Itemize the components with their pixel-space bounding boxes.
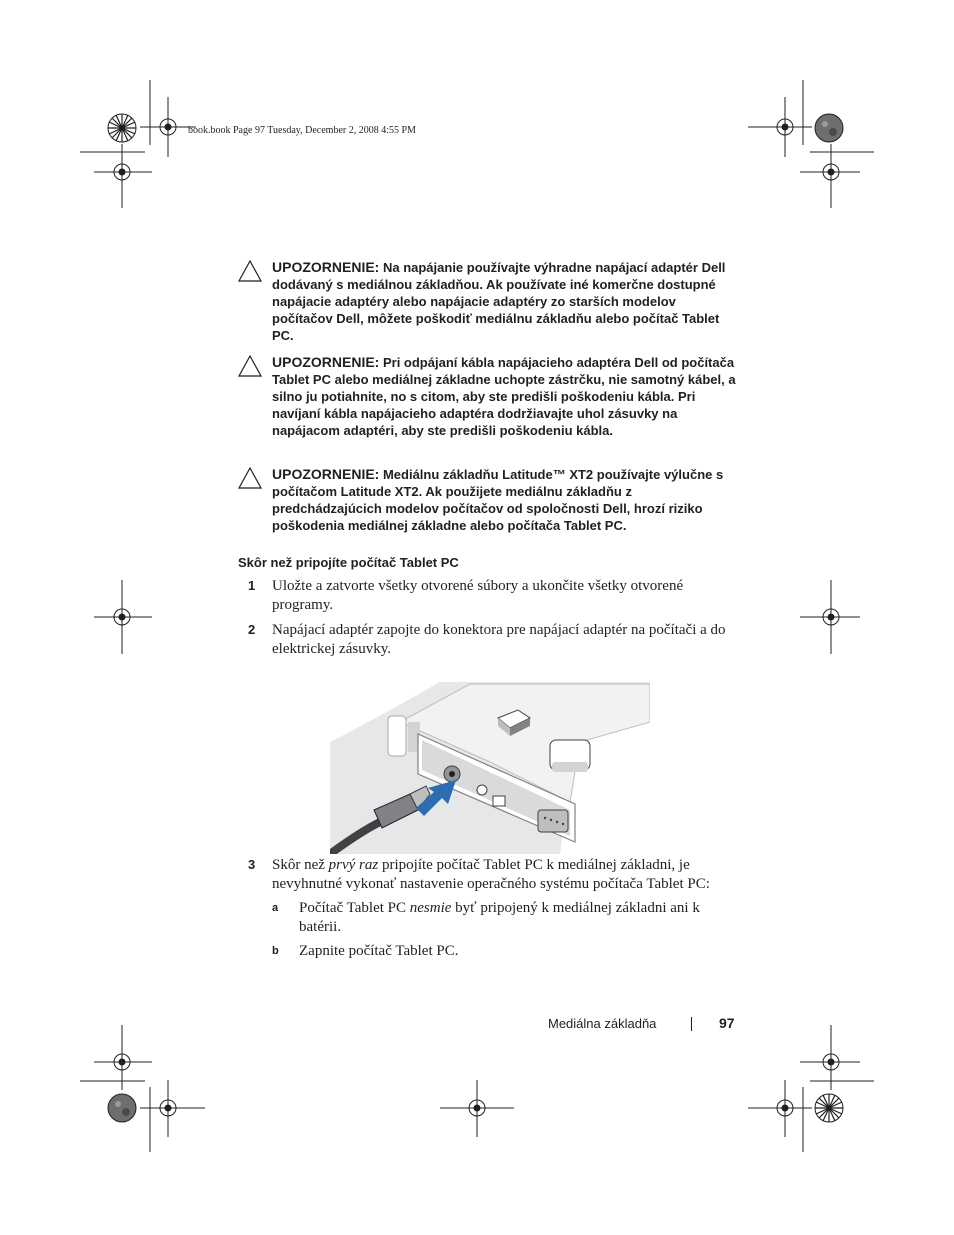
media-base-power-illustration bbox=[330, 682, 650, 854]
step-number: 2 bbox=[248, 622, 256, 637]
substep-item bbox=[272, 899, 732, 937]
registration-mark-icon bbox=[800, 580, 860, 654]
registration-mark-icon bbox=[440, 1080, 514, 1137]
step-text: Uložte a zatvorte všetky otvorené súbory a ukončite všetky otvorené programy. bbox=[272, 578, 684, 613]
registration-mark-icon bbox=[94, 144, 152, 208]
caution-block bbox=[238, 354, 738, 439]
step-item bbox=[248, 621, 738, 659]
color-bar-icon bbox=[815, 1094, 843, 1122]
substep-item bbox=[272, 942, 732, 961]
registration-mark-icon bbox=[800, 1025, 860, 1090]
substep-letter: a bbox=[272, 902, 279, 914]
section-heading: Skôr než pripojíte počítač Tablet PC bbox=[238, 555, 459, 570]
caution-text: Pri odpájaní kábla napájacieho adaptéra Dell od počítača Tablet PC alebo mediálnej základne uchopte zástrčku, nie samotný kábel, a silno ju potiahnite, no s citom, aby ste predišli poškodeniu kábla. Pri navíjaní kábla napájacieho adaptéra dodržiavajte uhol zásuvky na napájacom adaptéri, aby ste predišli poškodeniu kábla. bbox=[272, 355, 736, 438]
caution-label: UPOZORNENIE: bbox=[272, 466, 380, 482]
caution-block bbox=[238, 466, 738, 534]
color-bar-icon bbox=[815, 114, 843, 142]
caution-label: UPOZORNENIE: bbox=[272, 259, 380, 275]
emphasis: prvý raz bbox=[328, 857, 379, 873]
emphasis: nesmie bbox=[409, 900, 452, 916]
color-bar-icon bbox=[108, 114, 136, 142]
registration-mark-icon bbox=[748, 1080, 812, 1137]
substep-letter: b bbox=[272, 945, 279, 957]
step-text: Skôr než prvý raz pripojíte počítač Tablet PC k mediálnej základni, je nevyhnutné vykonať nastavenie operačného systému počítača Tablet PC: bbox=[272, 857, 710, 892]
registration-mark-icon bbox=[748, 97, 812, 157]
caution-triangle-icon bbox=[238, 355, 262, 377]
footer-chapter-title: Mediálna základňa bbox=[548, 1016, 657, 1031]
step-item bbox=[248, 856, 738, 894]
registration-mark-icon bbox=[94, 580, 152, 654]
caution-triangle-icon bbox=[238, 467, 262, 489]
print-slug: book.book Page 97 Tuesday, December 2, 2008 4:55 PM bbox=[188, 125, 416, 136]
step-number: 1 bbox=[248, 578, 256, 593]
step-item bbox=[248, 577, 738, 615]
step-number: 3 bbox=[248, 857, 256, 872]
caution-block bbox=[238, 259, 738, 344]
page-number: 97 bbox=[719, 1015, 735, 1031]
substep-text: Zapnite počítač Tablet PC. bbox=[299, 943, 459, 959]
substep-text: Počítač Tablet PC nesmie byť pripojený k mediálnej základni ani k batérii. bbox=[299, 900, 700, 935]
caution-triangle-icon bbox=[238, 260, 262, 282]
color-bar-icon bbox=[108, 1094, 136, 1122]
footer-divider bbox=[691, 1017, 692, 1031]
step-text: Napájací adaptér zapojte do konektora pre napájací adaptér na počítači a do elektrickej zásuvky. bbox=[272, 622, 726, 657]
registration-mark-icon bbox=[94, 1025, 152, 1090]
caution-text: Na napájanie používajte výhradne napájací adaptér Dell dodávaný s mediálnou základňou. Ak používate iné komerčne dostupné napájacie adaptéry alebo napájacie adaptéry zo starších modelov počítačov Dell, môžete poškodiť mediálnu základňu alebo počítač Tablet PC. bbox=[272, 260, 726, 343]
caution-label: UPOZORNENIE: bbox=[272, 354, 380, 370]
caution-text: Mediálnu základňu Latitude™ XT2 používajte výlučne s počítačom Latitude XT2. Ak použijete mediálnu základňu z predchádzajúcich modelov počítačov od spoločnosti Dell, hrozí riziko poškodenia mediálnej základne alebo počítača Tablet PC. bbox=[272, 467, 724, 533]
registration-mark-icon bbox=[800, 144, 860, 208]
